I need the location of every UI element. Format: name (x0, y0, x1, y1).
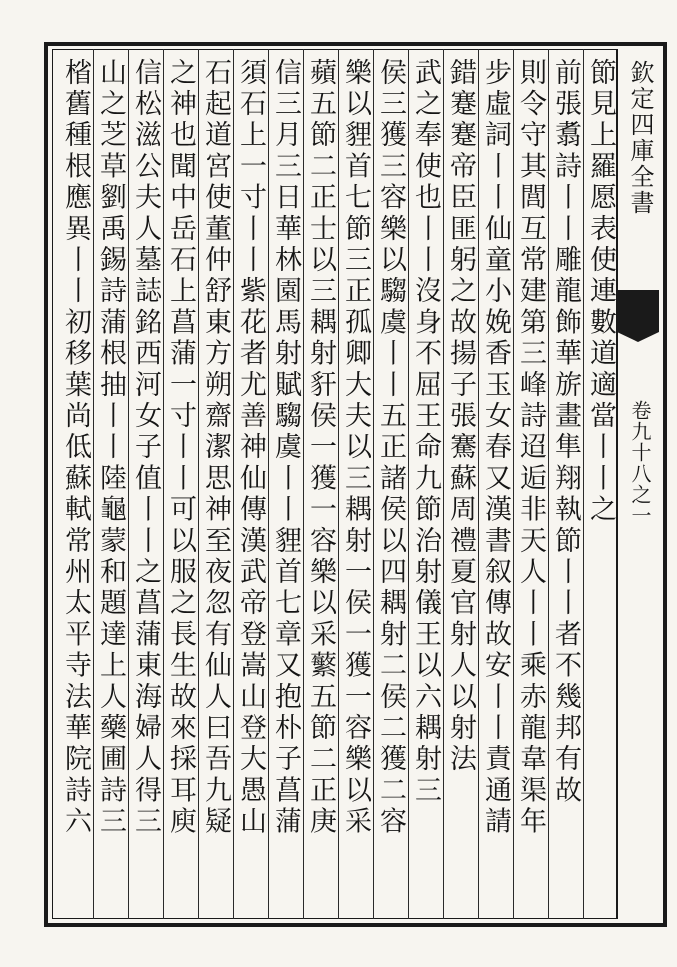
text-column-10: 信三月三日華林園馬射賦騶虞丨丨貍首七章又抱朴子菖蒲 (270, 58, 301, 838)
text-column-9: 蘋五節二正士以三耦射豻侯一獲一容樂以采蘩五節二正庚 (305, 58, 336, 838)
margin-volume-label: 卷九十八之一 (628, 400, 652, 526)
text-column-16: 㮐舊種根應異丨丨初移葉尚低蘇軾常州太平寺法華院詩六 (60, 58, 91, 838)
text-column-5: 錯蹇蹇帝臣匪躬之故揚子張騫蘇周禮夏官射人以射法 (445, 58, 476, 776)
text-column-1: 節見上羅愿表使連數道適當丨丨之 (585, 58, 616, 526)
fish-tail-mark (617, 290, 659, 332)
text-column-3: 則令守其閭互常建第三峰詩迢逅非天人丨丨乘赤龍韋渠年 (515, 58, 546, 838)
text-column-2: 前張翥詩丨丨雕龍飾華旂畫隼翔執節丨丨者不幾邦有故 (550, 58, 581, 807)
text-column-6: 武之奉使也丨丨沒身不屈王命九節治射儀王以六耦射三 (410, 58, 441, 807)
text-column-15: 山之芝草劉禹錫詩蒲根抽丨丨陸龜蒙和題達上人藥圃詩三 (95, 58, 126, 838)
text-column-12: 石起道宮使董仲舒東方朔齋潔思神至夜忽有仙人曰吾九疑 (200, 58, 231, 838)
text-column-4: 步虛詞丨丨仙童小娩香玉女春又漢書叙傳故安丨丨責通請 (480, 58, 511, 838)
text-column-11: 須石上一寸丨丨紫花者尤善神仙傳漢武帝登嵩山登大愚山 (235, 58, 266, 838)
margin-book-title: 欽定四庫全書 (626, 60, 654, 216)
text-column-13: 之神也聞中岳石上菖蒲一寸丨丨可以服之長生故來採耳庾 (165, 58, 196, 838)
text-column-14: 信松滋公夫人墓誌銘西河女子值丨丨之菖蒲東海婦人得三 (130, 58, 161, 838)
text-column-7: 侯三獲三容樂以騶虞丨丨五正諸侯以四耦射二侯二獲二容 (375, 58, 406, 838)
text-column-8: 樂以貍首七節三正孤卿大夫以三耦射一侯一獲一容樂以采 (340, 58, 371, 838)
